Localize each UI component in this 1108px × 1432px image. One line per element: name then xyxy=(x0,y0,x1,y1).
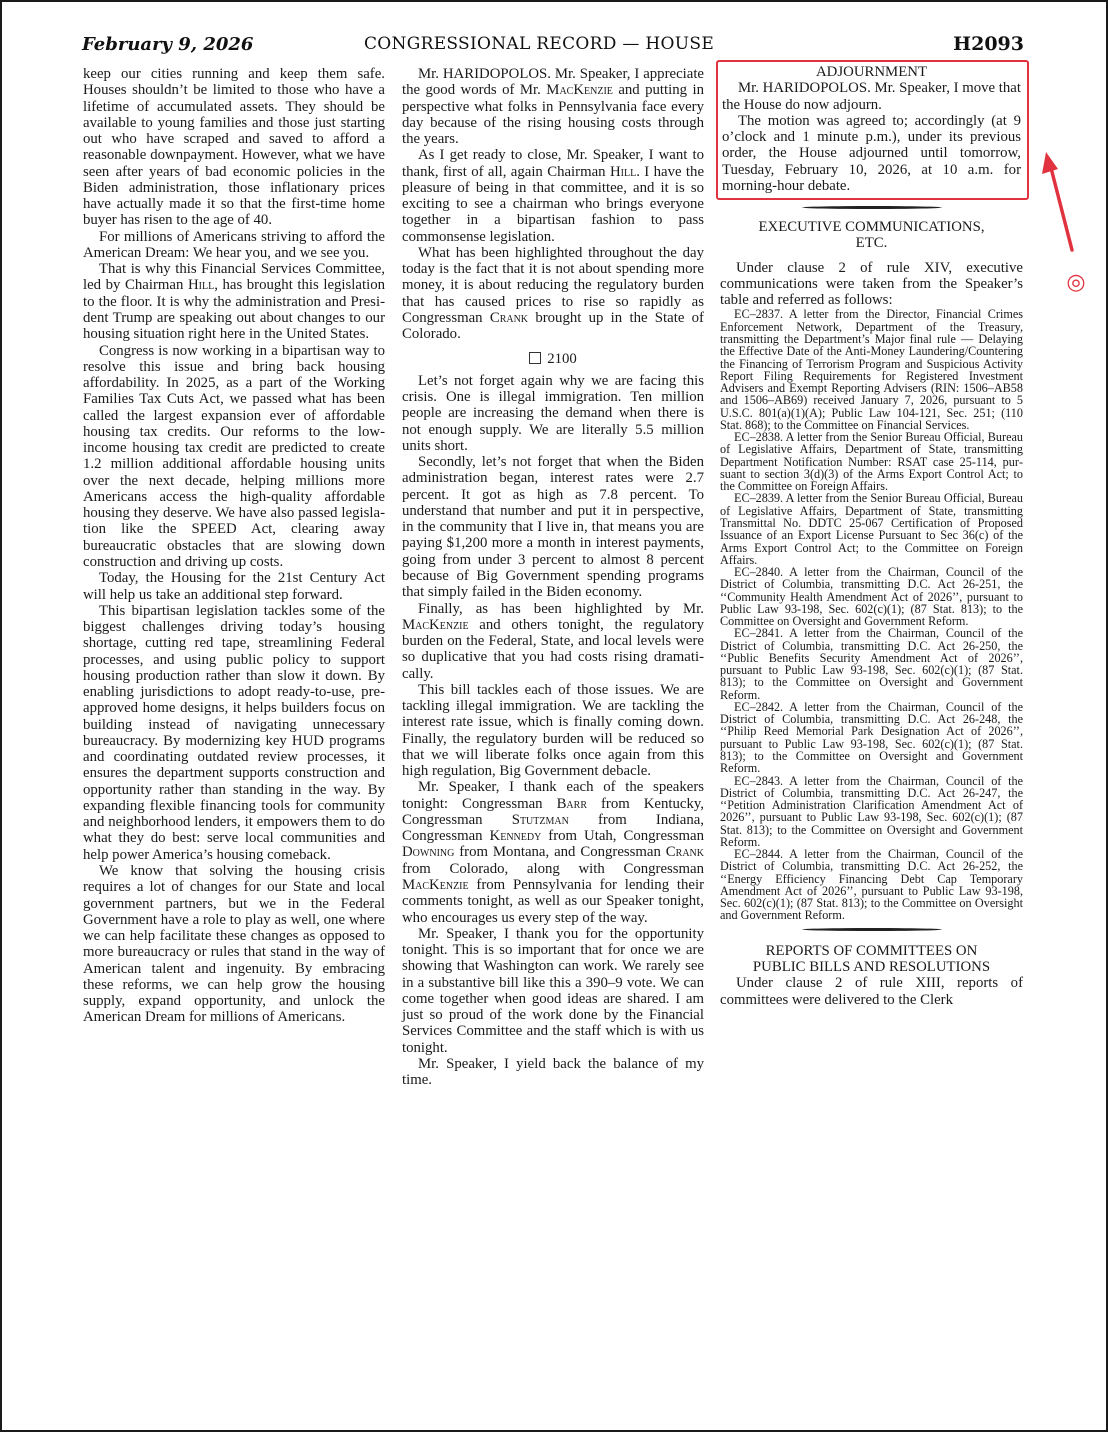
paragraph: Under clause 2 of rule XIII, reports of committees were delivered to the Clerk xyxy=(720,975,1023,1008)
section-divider xyxy=(802,928,942,931)
annotation-target-icon: ◎ xyxy=(1066,270,1086,295)
paragraph: Under clause 2 of rule XIV, executive communications were taken from the Speaker’s table and referred as follows: xyxy=(720,259,1023,309)
ec-item: EC–2843. A letter from the Chairman, Council of the District of Columbia, transmitting D.C. Act 26-247, the ‘‘Petition Administration Clarification Amendment Act of 2026’’, pursuant to Public Law 93-198, Sec. 602(c)(1); (87 Stat. 813); to the Committee on Oversight and Government Reform. xyxy=(720,773,1023,849)
ec-list xyxy=(720,308,1023,921)
paragraph: Mr. HARIDOPOLOS. Mr. Speaker, I move that the House do now adjourn. xyxy=(722,80,1021,113)
paragraph: Finally, as has been highlighted by Mr. MacKenzie and others tonight, the regulatory burden on the Federal, State, and local levels were so duplicative that you had costs rising dramatically. xyxy=(402,600,704,682)
header-title: CONGRESSIONAL RECORD — HOUSE xyxy=(364,34,715,54)
paragraph: This bipartisan legislation tackles some of the biggest challenges driving today’s housing shortage, cutting red tape, streamlining Federal processes, and using public policy to support housing production rather than slow it down. By enabling jurisdictions to adopt ready-to-use, pre-approved home designs, it helps builders focus on building instead of navigating unnecessary bureaucracy. By modernizing key HUD programs and coordinating outdated review processes, it ensures the department supports construction and opportunity rather than standing in the way. By expanding flexible financing tools for community and neighborhood lenders, it empowers them to do what they do best: serve local communities and help power America’s housing comeback. xyxy=(83,602,385,863)
paragraph: For millions of Americans striving to afford the American Dream: We hear you, and we see you. xyxy=(83,228,385,261)
executive-communications-title: EXECUTIVE COMMUNICATIONS, xyxy=(758,219,985,236)
paragraph: keep our cities running and keep them safe. Houses shouldn’t be limited to those who have a lifetime of accumulated assets. They should be available to young families and those just starting out who have scraped and saved to afford a reasonable downpayment. However, what we have seen after years of bad economic policies in the Biden administration, those inflationary prices have actually made it so that the first-time home buyer has risen to the age of 40. xyxy=(83,66,385,229)
ec-item: EC–2840. A letter from the Chairman, Council of the District of Columbia, transmitting D.C. Act 26-251, the ‘‘Community Health Amendment Act of 2026’’, pursuant to Public Law 93-198, Sec. 602(c)(1); (87 Stat. 813); to the Committee on Oversight and Government Reform. xyxy=(720,565,1023,629)
ec-item: EC–2837. A letter from the Director, Financial Crimes Enforcement Network, Department of the Treasury, transmitting the Department’s Major final rule — Delaying the Effective Date of the Anti-Money Laundering/Countering the Financing of Terrorism Program and Suspicious Activity Report Filing Requirements for Registered Investment Advisers and Exempt Reporting Advisers (RIN: 1506–AB58 and 1506–AB69) received January 7, 2026, pursuant to 5 U.S.C. 801(a)(1)(A); Public Law 104-121, Sec. 251; (110 Stat. 868); to the Committee on Financial Services. xyxy=(720,307,1023,432)
reports-title-2: PUBLIC BILLS AND RESOLUTIONS xyxy=(752,959,991,975)
timestamp-box-icon xyxy=(529,352,541,364)
paragraph: As I get ready to close, Mr. Speaker, I want to thank, first of all, again Chairman Hill. I have the pleasure of being in that committee, and it is so exciting to see a chairman who brings everyone together in a bipartisan fashion to pass commonsense legislation. xyxy=(402,147,705,245)
paragraph: Let’s not forget again why we are facing this crisis. One is illegal immigration. Ten million people are increasing the demand when there is not enough supply. We are literally 5.5 million units short. xyxy=(402,372,704,454)
paragraph: The motion was agreed to; accordingly (at 9 o’clock and 1 minute p.m.), under its previous order, the House adjourned until tomorrow, Tuesday, February 10, 2026, at 10 a.m. for morning-hour debate. xyxy=(722,112,1021,194)
column-2 xyxy=(402,66,704,1088)
section-divider xyxy=(802,206,942,209)
adjournment-title: ADJOURNMENT xyxy=(816,64,927,80)
paragraph: Secondly, let’s not forget that when the Biden administration began, interest rates were 2.7 percent. It got as high as 7.8 percent. To understand that number and put it in perspective, in the community that I live in, that means you are paying $1,200 more a month in interest payments, going from under 3 percent to almost 8 percent because of Big Government spending programs that simply failed in the Biden economy. xyxy=(402,454,704,601)
paragraph: Mr. Speaker, I thank you for the opportunity tonight. This is so important that for once we are showing that Washington can work. We rarely see in a substantive bill like this a 390–9 vote. We can come together when good ideas are shared. I am just so proud of the work done by the Financial Services Committee and the staff which is with us tonight. xyxy=(402,925,704,1056)
page-header xyxy=(82,34,1024,60)
paragraph: This bill tackles each of those issues. We are tackling illegal immigration. We are tackling the interest rate issue, which is finally coming down. Finally, the regulatory burden will be reduced so that we will liberate folks once again from this high regulation, Big Government debacle. xyxy=(402,681,704,780)
timestamp-marker: 2100 xyxy=(402,351,704,367)
paragraph: That is why this Financial Services Committee, led by Chairman Hill, has brought this legislation to the floor. It is why the administration and President Trump are speaking out about changes to our housing situation right here in the United States. xyxy=(83,261,385,343)
paragraph: What has been highlighted throughout the day today is the fact that it is not about spending more money, it is about reducing the regulatory burden that has caused prices to rise so rapidly as Congressman Crank brought up in the State of Colorado. xyxy=(402,244,704,343)
header-page-number: H2093 xyxy=(953,33,1024,55)
column-1 xyxy=(83,66,385,1026)
adjournment-highlight-box xyxy=(716,60,1029,200)
ec-item: EC–2844. A letter from the Chairman, Council of the District of Columbia, transmitting D.C. Act 26-252, the ‘‘Energy Efficiency Financing Debt Cap Temporary Amendment Act of 2026’’, pursuant to Public Law 93-198, Sec. 602(c)(1); (87 Stat. 813); to the Committee on Oversight and Government Reform. xyxy=(720,847,1023,923)
paragraph: Today, the Housing for the 21st Century Act will help us take an additional step forward. xyxy=(83,570,385,603)
ec-item: EC–2842. A letter from the Chairman, Council of the District of Columbia, transmitting D.C. Act 26-248, the ‘‘Philip Reed Memorial Park Designation Act of 2026’’, pursuant to Public Law 93-198, Sec. 602(c)(1); (87 Stat. 813); to the Committee on Oversight and Government Reform. xyxy=(720,699,1023,776)
header-date: February 9, 2026 xyxy=(82,34,254,55)
ec-item: EC–2841. A letter from the Chairman, Council of the District of Columbia, transmitting D.C. Act 26-250, the ‘‘Public Benefits Security Amendment Act of 2026’’, pursuant to Public Law 93-198, Sec. 602(c)(1); (87 Stat. 813); to the Committee on Oversight and Government Reform. xyxy=(720,626,1023,702)
paragraph: Mr. Speaker, I thank each of the speakers tonight: Congressman Barr from Kentucky, Congressman Stutzman from Indiana, Congressman Kennedy from Utah, Congressman Downing from Montana, and Congressman Crank from Colorado, along with Congressman MacKenzie from Pennsylvania for lending their comments tonight, as well as our Speaker tonight, who encourages us every step of the way. xyxy=(402,779,704,926)
ec-item: EC–2838. A letter from the Senior Bureau Official, Bureau of Legislative Affairs, Department of State, transmitting Department Notification Number: RSAT case 25-114, pursuant to section 3(d)(3) of the Arms Export Control Act; to the Committee on Foreign Affairs. xyxy=(720,430,1023,494)
ec-item: EC–2839. A letter from the Senior Bureau Official, Bureau of Legislative Affairs, Department of State, transmitting Transmittal No. DDTC 25-067 Certification of Proposed Issuance of an Export License Pursuant to Sec 36(c) of the Arms Export Control Act; to the Committee on Foreign Affairs. xyxy=(720,491,1023,567)
reports-title: REPORTS OF COMMITTEES ON xyxy=(765,942,978,959)
paragraph: Mr. Speaker, I yield back the balance of my time. xyxy=(402,1055,704,1089)
executive-communications-title-2: ETC. xyxy=(855,235,888,252)
paragraph: We know that solving the housing crisis requires a lot of changes for our State and local government partners, but we in the Federal Government have a role to play as well, one where we can help facilitate these changes as opposed to more bureaucracy or rules that stand in the way of American talent and ingenuity. By embracing these reforms, we can help grow the housing supply, expand opportunity, and unlock the American Dream for millions of Americans. xyxy=(83,863,385,1026)
paragraph: Mr. HARIDOPOLOS. Mr. Speaker, I appreciate the good words of Mr. MacKenzie and putting in perspective what folks in Pennsylvania face every day because of the rising housing costs through the years. xyxy=(402,66,704,148)
paragraph: Congress is now working in a bipartisan way to resolve this issue and bring back housing affordability. In 2025, as a part of the Working Families Tax Cuts Act, we passed what has been called the largest expansion ever of affordable housing tax credits. Our reforms to the low-income housing tax credit are predicted to create 1.2 million additional affordable housing units over the next decade, helping millions more Americans access the high-quality affordable housing they deserve. We have also passed legislation like the SPEED Act, clearing away bureaucratic obstacles that are slowing down construction and driving up costs. xyxy=(83,342,385,570)
column-3 xyxy=(720,66,1023,1008)
